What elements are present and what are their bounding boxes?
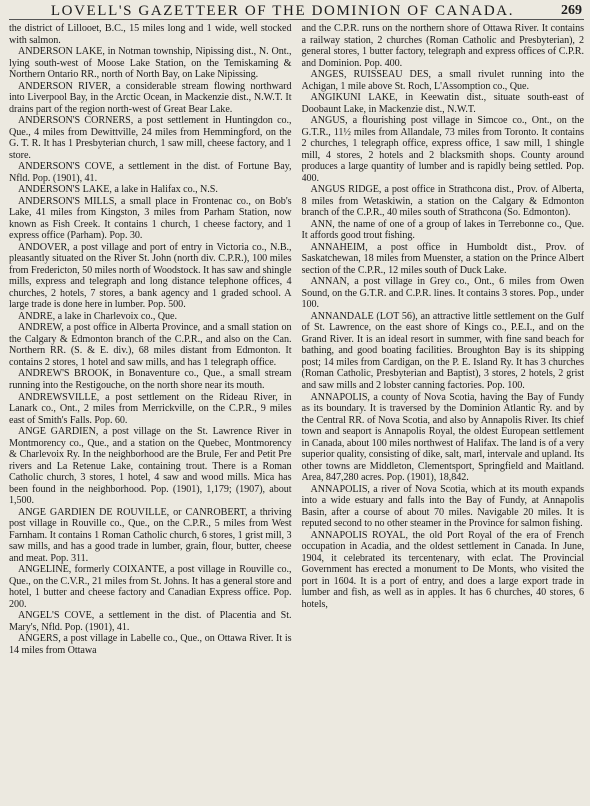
gazetteer-entry: ANDREWSVILLE, a post settlement on the Rideau River, in Lanark co., Ont., 2 miles from Merrickville, on the C.P.R., 9 miles east of Smith's Falls. Pop. 60.: [9, 391, 292, 426]
gazetteer-entry: ANDRE, a lake in Charlevoix co., Que.: [18, 310, 177, 322]
gazetteer-entry: ANGES, RUISSEAU DES, a small rivulet running into the Achigan, 1 mile above St. Roch, L'Assomption co., Que.: [301, 69, 584, 92]
entry-continued: and the C.P.R. runs on the northern shore of Ottawa River. It contains a railway station, 2 churches (Roman Catholic and Presbyterian), 2 general stores, 1 butter factory, telegraph and express offices of C.P.R. and Dominion. Pop. 400.: [301, 23, 584, 69]
right-column: [302, 23, 585, 803]
gazetteer-entry: ANNAPOLIS, a river of Nova Scotia, which at its mouth expands into a wide estuary and falls into the Bay of Fundy, at Annapolis Basin, after a course of about 70 miles. Navigable 20 miles. It is reputed second to no other steamer in the Province for salmon fishing.: [301, 483, 584, 530]
gazetteer-entry: ANNAHEIM, a post office in Humboldt dist., Prov. of Saskatchewan, 18 miles from Muenster, a station on the Prince Albert section of the C.P.R., 12 miles south of Duck Lake.: [301, 241, 584, 276]
gazetteer-entry: ANDERSON'S LAKE, a lake in Halifax co., N.S.: [18, 184, 218, 196]
gazetteer-entry: ANDERSON RIVER, a considerable stream flowing northward into Liverpool Bay, in the Arctic Ocean, in Mackenzie dist., N.W.T. It drains part of the region north-west of Great Bear Lake.: [9, 80, 292, 115]
gazetteer-entry: ANDOVER, a post village and port of entry in Victoria co., N.B., pleasantly situated on the River St. John (north div. C.P.R.), 100 miles from Fredericton, 50 miles north of Woodstock. It has saw and shingle mills, express and telegraph and long distance telephone offices, 4 churches, 2 hotels, 7 stores, a bank agency and 1 graded school. A large trade is done here in lumber. Pop. 500.: [9, 241, 292, 311]
gazetteer-entry: ANGUS RIDGE, a post office in Strathcona dist., Prov. of Alberta, 8 miles from Wetaskiwin, a station on the Calgary & Edmonton branch of the C.P.R., 40 miles south of Strathcona (So. Edmonton).: [301, 184, 584, 219]
gazetteer-entry: ANGEL'S COVE, a settlement in the dist. of Placentia and St. Mary's, Nfld. Pop. (1901), 41.: [9, 610, 292, 633]
gazetteer-entry: ANGUS, a flourishing post village in Simcoe co., Ont., on the G.T.R., 11½ miles from Allandale, 73 miles from Toronto. It contains 2 churches, 1 telegraph office, express office, 1 saw mill, 1 shingle mill, 4 stores, 2 hotels and 2 blacksmith shops. County around produces a large quantity of lumber and is rapidly being settled. Pop. 400.: [301, 115, 584, 184]
gazetteer-entry: ANDREW, a post office in Alberta Province, and a small station on the Calgary & Edmonton branch of the C.P.R., and also on the Can. Northern RR. (S. & E. div.), 68 miles distant from Edmonton. It contains 2 stores, 1 hotel and saw mills, and has 1 telegraph office.: [9, 322, 292, 368]
gazetteer-entry: ANDERSON'S COVE, a settlement in the dist. of Fortune Bay, Nfld. Pop. (1901), 41.: [9, 161, 292, 184]
entry-continued: the district of Lillooet, B.C., 15 miles long and 1 wide, well stocked with salmon.: [9, 23, 292, 46]
gazetteer-entry: ANDERSON'S MILLS, a small place in Frontenac co., on Bob's Lake, 41 miles from Kingston, 3 miles from Parham Station, now known as Fish Creek. It contains 1 church, 1 cheese factory, and 1 express office (Parham). Pop. 30.: [9, 195, 292, 242]
gazetteer-entry: ANN, the name of one of a group of lakes in Terrebonne co., Que. It affords good trout fishing.: [301, 218, 584, 242]
left-column: [9, 23, 292, 803]
gazetteer-entry: ANDREW'S BROOK, in Bonaventure co., Que., a small stream running into the Restigouche, on the north shore near its mouth.: [9, 368, 292, 391]
gazetteer-entry: ANGE GARDIEN, a post village on the St. Lawrence River in Montmorency co., Que., and a station on the Quebec, Montmorency & Charlevoix Ry. In the neighborhood are the Brule, Fer and Petit Pre rivers and La Retenue Lake, containing trout. There is a Roman Catholic church, 3 stores, 1 hotel, 4 saw and wood mills. Mica has been found in the neighborhood. Pop. (1901), 1,179; (1907), about 1,500.: [9, 426, 292, 507]
gazetteer-entry: ANDERSON'S CORNERS, a post settlement in Huntingdon co., Que., 4 miles from Dewittville, 24 miles from Hemmingford, on the G. T. R. It has 1 Presbyterian church, 1 saw mill, cheese factory, and 1 store.: [9, 115, 292, 161]
gazetteer-entry: ANGELINE, formerly COIXANTE, a post village in Rouville co., Que., on the C.V.R., 21 miles from St. Johns. It has a general store and hotel, 1 butter and cheese factory and Canadian Express office. Pop. 200.: [9, 564, 292, 610]
text-columns: [9, 23, 584, 803]
gazetteer-entry: ANNANDALE (LOT 56), an attractive little settlement on the Gulf of St. Lawrence, on the east shore of Kings co., P.E.I., and on the Grand River. It is an ideal resort in summer, with fine sand beach for bathing, and good boating facilities. Broughton Bay is its shipping post; 14 miles from Cardigan, on the P. E. Island Ry. It has 3 churches (Roman Catholic, Presbyterian and Baptist), 3 stores, 2 hotels, 2 grist and saw mills and 2 lobster canning factories. Pop. 100.: [301, 310, 584, 391]
gazetteer-entry: ANNAPOLIS ROYAL, the old Port Royal of the era of French occupation in Acadia, and the oldest settlement in Canada. In June, 1904, it celebrated its tercentenary, with eclat. The Provincial Government has erected a monument to De Monts, who visited the port in 1604. It is a port of entry, and does a large export trade in lumber and fish, as well as in apples. It has 6 churches, 40 stores, 6 hotels,: [301, 529, 584, 610]
gazetteer-entry: ANNAN, a post village in Grey co., Ont., 6 miles from Owen Sound, on the G.T.R. and C.P.R. lines. It contains 3 stores. Pop., under 100.: [301, 276, 584, 311]
gazetteer-entry: ANNAPOLIS, a county of Nova Scotia, having the Bay of Fundy as its boundary. It is traversed by the Dominion Atlantic Ry. and by the Central RR. of Nova Scotia, and also by Annapolis River. Its chief town and seaport is Annapolis Royal, the oldest European settlement in Canada, about 100 miles northwest of Halifax. The land is of a very superior quality, consisting of dike, salt, marl, intervale and upland. Its other towns are Middleton, Clementsport, Springfield and Maitland. Area, 847,280 acres. Pop. (1901), 18,842.: [301, 391, 584, 484]
page-number: 269: [561, 3, 582, 18]
gazetteer-entry: ANGE GARDIEN DE ROUVILLE, or CANROBERT, a thriving post village in Rouville co., Que., on the C.P.R., 5 miles from West Farnham. It contains 1 Roman Catholic church, 6 stores, 1 grist mill, 3 saw mills, and has a good trade in lumber, grain, flour, butter, cheese and meat. Pop. 311.: [9, 506, 292, 564]
running-header: [9, 2, 584, 20]
gazetteer-entry: ANGIKUNI LAKE, in Keewatin dist., situate south-east of Doobaunt Lake, in Mackenzie dist., N.W.T.: [301, 92, 584, 115]
page-title: LOVELL'S GAZETTEER OF THE DOMINION OF CANADA.: [50, 3, 515, 19]
gazetteer-entry: ANDERSON LAKE, in Notman township, Nipissing dist., N. Ont., lying south-west of Moose Lake Station, on the Temiskaming & Northern Ontario RR., north of North Bay, on Lake Nipissing.: [9, 46, 292, 81]
gazetteer-entry: ANGERS, a post village in Labelle co., Que., on Ottawa River. It is 14 miles from Ottawa: [9, 633, 292, 656]
